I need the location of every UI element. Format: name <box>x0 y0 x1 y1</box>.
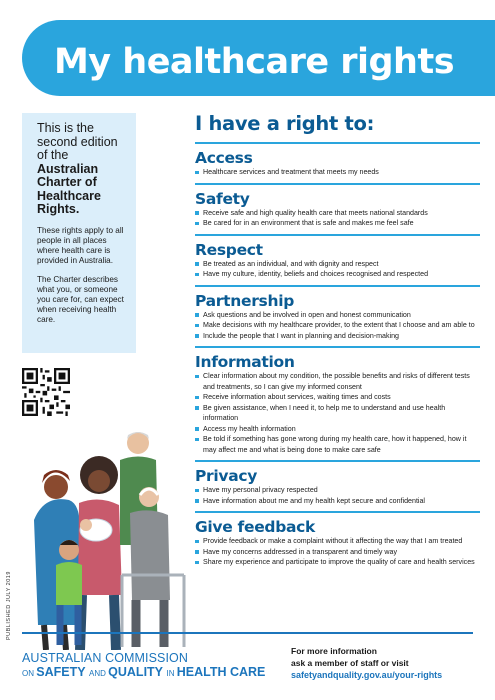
list-item: Make decisions with my healthcare provider, to the extent that I choose and am able to <box>195 320 480 331</box>
section-divider <box>195 142 480 144</box>
section-title: Give feedback <box>195 518 316 536</box>
section-divider <box>195 511 480 513</box>
intro-para-1: These rights apply to all people in all places where health care is provided in Australia. <box>37 225 124 265</box>
section-title: Respect <box>195 240 263 259</box>
list-item: Include the people that I want in planning and decision-making <box>195 331 480 342</box>
more-info-title: For more information <box>291 646 377 656</box>
section-privacy <box>195 460 480 506</box>
section-divider <box>195 234 480 236</box>
family-illustration <box>24 425 194 650</box>
title-banner <box>22 20 495 96</box>
list-item: Be told if something has gone wrong during my health care, how it happened, how it may affect me and what is being done to make care safe <box>195 434 480 455</box>
more-info-text: ask a member of staff or visit <box>291 658 409 668</box>
more-info <box>291 645 442 681</box>
section-title: Access <box>195 149 253 167</box>
section-divider <box>195 460 480 462</box>
charter-name: Australian Charter of Healthcare Rights. <box>37 161 101 216</box>
list-item: Have information about me and my health kept secure and confidential <box>195 496 480 507</box>
list-item: Clear information about my condition, the possible benefits and risks of different tests and treatments, so I can give my informed consent <box>195 371 480 392</box>
commission-logo <box>22 651 265 681</box>
list-item: Ask questions and be involved in open and honest communication <box>195 310 480 321</box>
list-item: Have my culture, identity, beliefs and choices recognised and respected <box>195 269 480 280</box>
list-item: Access my health information <box>195 424 480 435</box>
section-title: Information <box>195 353 295 371</box>
intro-lead: This is the second edition of the <box>37 121 118 162</box>
section-divider <box>195 285 480 287</box>
published-date: PUBLISHED JULY 2019 <box>6 571 12 640</box>
intro-para-2: The Charter describes what you, or someone you care for, can expect when receiving health care. <box>37 274 124 324</box>
section-information <box>195 346 480 455</box>
logo-line-2: ON SAFETY AND QUALITY IN HEALTH CARE <box>22 665 266 679</box>
section-title: Partnership <box>195 291 295 310</box>
qr-code-icon[interactable] <box>22 368 70 416</box>
list-item: Be given assistance, when I need it, to help me to understand and use health information <box>195 403 480 424</box>
section-divider <box>195 346 480 348</box>
intro-box <box>22 113 136 353</box>
list-item: Have my concerns addressed in a transparent and timely way <box>195 547 480 558</box>
section-access <box>195 142 480 178</box>
section-partnership <box>195 285 480 342</box>
section-give-feedback <box>195 511 480 568</box>
list-item: Receive information about services, waiting times and costs <box>195 392 480 403</box>
list-item: Provide feedback or make a complaint without it affecting the way that I am treated <box>195 536 480 547</box>
rights-list <box>195 112 480 573</box>
website-link[interactable]: safetyandquality.gov.au/your-rights <box>291 670 443 680</box>
section-safety <box>195 183 480 229</box>
logo-line-1: AUSTRALIAN COMMISSION <box>22 651 189 665</box>
section-title: Safety <box>195 189 250 208</box>
footer-divider <box>22 632 473 634</box>
section-divider <box>195 183 480 185</box>
section-respect <box>195 234 480 280</box>
list-item: Share my experience and participate to improve the quality of care and health services <box>195 557 480 568</box>
list-item: Have my personal privacy respected <box>195 485 480 496</box>
page-title: My healthcare rights <box>53 42 455 82</box>
list-item: Receive safe and high quality health care that meets national standards <box>195 208 480 219</box>
intro-text <box>37 122 130 217</box>
list-item: Be cared for in an environment that is safe and makes me feel safe <box>195 218 480 229</box>
rights-heading: I have a right to: <box>195 112 375 135</box>
list-item: Be treated as an individual, and with dignity and respect <box>195 259 480 270</box>
section-title: Privacy <box>195 467 258 485</box>
list-item: Healthcare services and treatment that meets my needs <box>195 167 480 178</box>
